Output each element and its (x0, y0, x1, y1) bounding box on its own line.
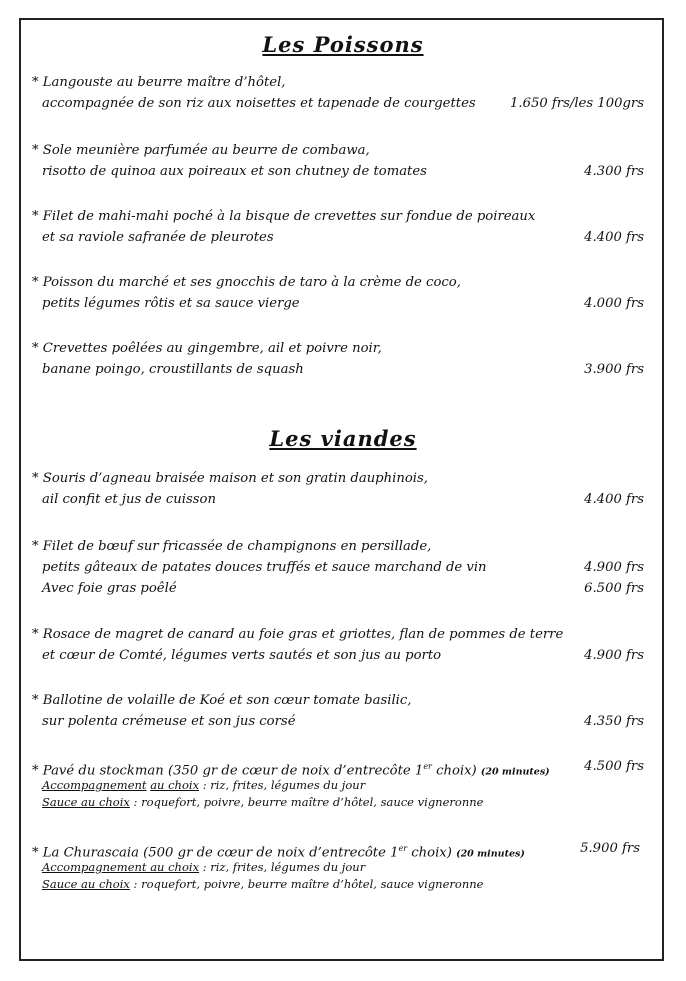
dish-filet-boeuf (32, 536, 644, 599)
dish-line: risotto de quinoa aux poireaux et son chutney de tomates (42, 164, 427, 179)
dish-line: sur polenta crémeuse et son jus corsé (42, 714, 296, 729)
dish-price: 3.900 frs (584, 362, 644, 377)
dish-line: choix) (407, 845, 452, 861)
sauce-label: Sauce au choix (42, 877, 130, 891)
cooking-time: (20 minutes) (480, 766, 550, 778)
dish-price: 4.000 frs (584, 296, 644, 311)
superscript: er (423, 762, 432, 771)
cooking-time: (20 minutes) (456, 848, 525, 860)
dish-price: 4.400 frs (584, 230, 644, 245)
dish-price: 4.350 frs (584, 714, 644, 729)
dish-ballotine-volaille (32, 690, 644, 732)
dish-sole (32, 140, 644, 182)
sauce-options: : roquefort, poivre, beurre maître d’hôtel, sauce vigneronne (129, 795, 484, 809)
dish-line: * Filet de mahi-mahi poché à la bisque de crevettes sur fondue de poireaux (32, 209, 536, 224)
sauce-options: : roquefort, poivre, beurre maître d’hôtel, sauce vigneronne (129, 877, 484, 891)
dish-souris-agneau (32, 468, 644, 510)
dish-price: 4.900 frs (584, 648, 644, 663)
dish-price: 1.650 frs/les 100grs (509, 96, 644, 111)
dish-line: petits gâteaux de patates douces truffés et sauce marchand de vin (42, 560, 487, 575)
dish-magret-canard (32, 624, 644, 666)
dish-price: 4.300 frs (584, 164, 644, 179)
dish-langouste (32, 72, 644, 114)
dish-line: * Langouste au beurre maître d’hôtel, (32, 75, 286, 90)
dish-price: 4.900 frs (584, 560, 644, 575)
section-title-poissons: Les Poissons (262, 32, 424, 57)
dish-mahi-mahi (32, 206, 644, 248)
dish-line: * Sole meunière parfumée au beurre de combawa, (32, 143, 370, 158)
dish-line: banane poingo, croustillants de squash (42, 362, 304, 377)
dish-line: * Pavé du stockman (350 gr de cœur de noix d’entrecôte 1 (32, 763, 424, 779)
dish-line: et cœur de Comté, légumes verts sautés et son jus au porto (42, 648, 442, 663)
dish-line: choix) (431, 763, 477, 779)
dish-line: * Ballotine de volaille de Koé et son cœur tomate basilic, (32, 693, 412, 708)
dish-price: 4.500 frs (584, 759, 644, 774)
dish-line: petits légumes rôtis et sa sauce vierge (42, 296, 300, 311)
dish-crevettes (32, 338, 644, 380)
dish-line: et sa raviole safranée de pleurotes (42, 230, 274, 245)
section-title-viandes: Les viandes (269, 426, 417, 451)
dish-price: 5.900 frs (580, 841, 640, 856)
dish-pave-stockman (32, 756, 644, 811)
side-label: au choix (150, 778, 200, 792)
side-options: : riz, frites, légumes du jour (199, 860, 366, 874)
dish-line: * La Churascaia (500 gr de cœur de noix d’entrecôte 1 (32, 845, 399, 861)
side-label: Accompagnement (42, 778, 147, 792)
dish-line: accompagnée de son riz aux noisettes et tapenade de courgettes (42, 96, 476, 111)
dish-price: 4.400 frs (584, 492, 644, 507)
dish-line: * Rosace de magret de canard au foie gras et griottes, flan de pommes de terre (32, 627, 564, 642)
superscript: er (398, 844, 408, 853)
dish-line: * Crevettes poêlées au gingembre, ail et poivre noir, (32, 341, 382, 356)
dish-line: * Souris d’agneau braisée maison et son gratin dauphinois, (32, 471, 428, 486)
side-options: : riz, frites, légumes du jour (199, 778, 366, 792)
sauce-label: Sauce au choix (42, 795, 130, 809)
dish-poisson-marche (32, 272, 644, 314)
dish-line: * Filet de bœuf sur fricassée de champignons en persillade, (32, 539, 432, 554)
dish-line: Avec foie gras poêlé (42, 581, 177, 596)
dish-line: * Poisson du marché et ses gnocchis de taro à la crème de coco, (32, 275, 461, 290)
dish-price: 6.500 frs (584, 581, 644, 596)
dish-churascaia (32, 838, 644, 893)
side-label: Accompagnement au choix (42, 860, 200, 874)
dish-line: ail confit et jus de cuisson (42, 492, 216, 507)
